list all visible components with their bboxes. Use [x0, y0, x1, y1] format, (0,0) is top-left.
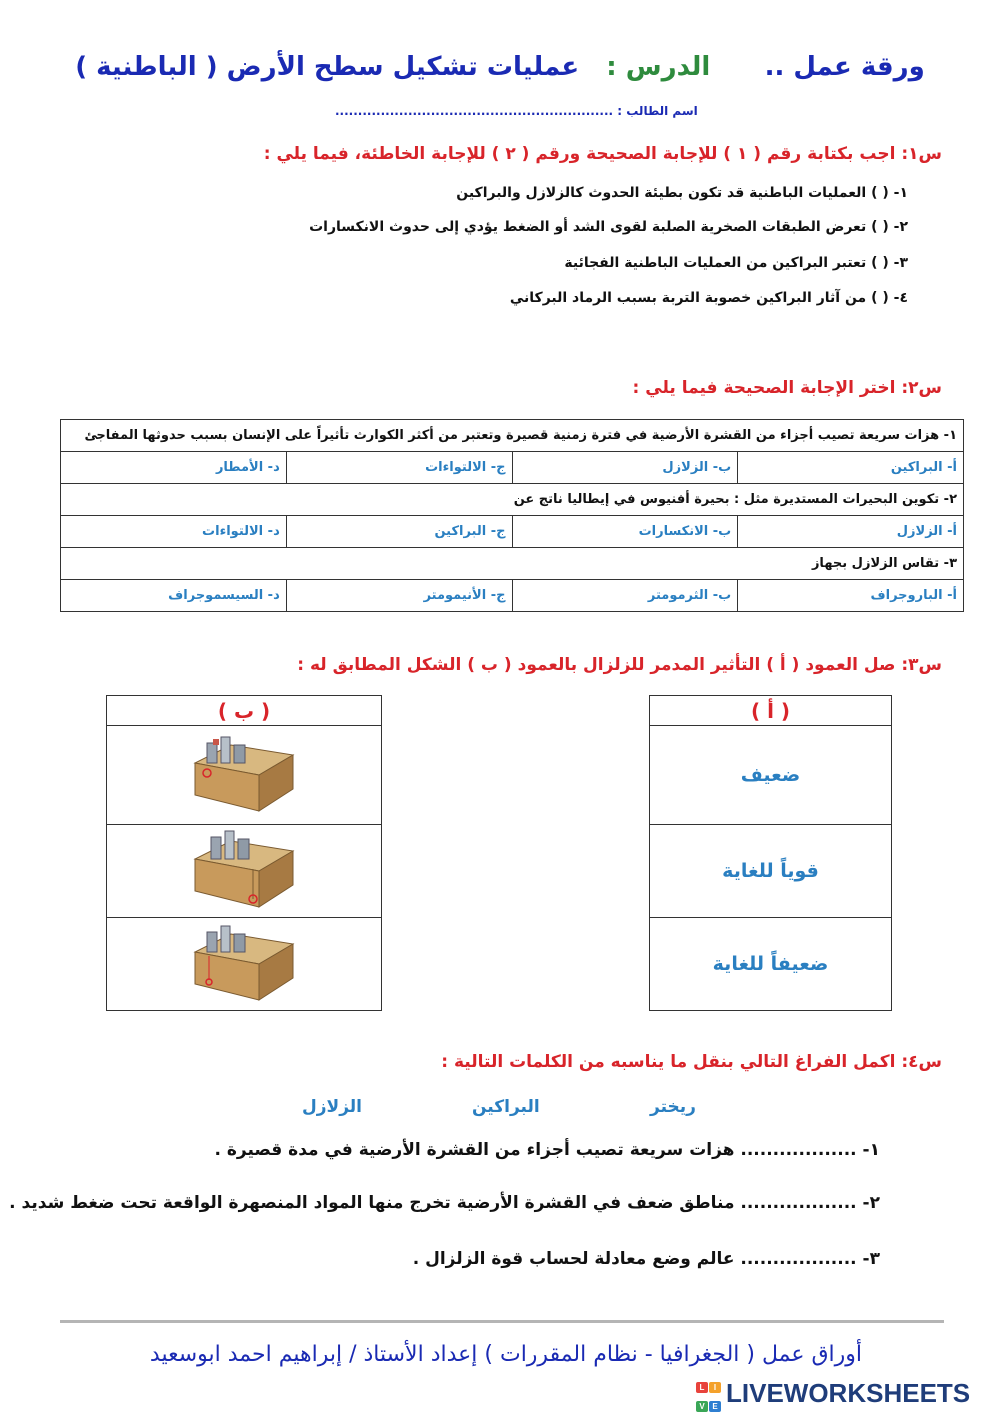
title-lesson-name: عمليات تشكيل سطح الأرض ( الباطنية ) [75, 52, 580, 82]
earthquake-block-icon [189, 920, 299, 1004]
q2-heading: س٢: اختر الإجابة الصحيحة فيما يلي : [632, 378, 942, 398]
title-worksheet-label: ورقة عمل .. [764, 52, 925, 82]
worksheet-title [0, 52, 1000, 82]
word-bank-item[interactable]: البراكين [472, 1097, 540, 1117]
footer-divider [60, 1320, 944, 1323]
mcq-option[interactable]: أ- الباروجراف [738, 580, 964, 612]
word-bank-item[interactable]: الزلازل [302, 1097, 362, 1117]
earthquake-block-icon [189, 731, 299, 815]
mcq-option[interactable]: ب- الانكسارات [512, 516, 738, 548]
column-b-header: ( ب ) [107, 696, 382, 726]
footer-credit: أوراق عمل ( الجغرافيا - نظام المقررات ) إعداد الأستاذ / إبراهيم احمد ابوسعيد [149, 1342, 862, 1367]
q4-heading: س٤: اكمل الفراغ التالي بنقل ما يناسبه من الكلمات التالية : [441, 1052, 942, 1072]
q1-heading: س١: اجب بكتابة رقم ( ١ ) للإجابة الصحيحة ورقم ( ٢ ) للإجابة الخاطئة، فيما يلي : [263, 144, 942, 164]
column-a-header: ( أ ) [650, 696, 892, 726]
column-b-cell[interactable] [107, 918, 382, 1011]
column-b-table [106, 695, 382, 1011]
q1-item[interactable]: ٤- ( ) من آثار البراكين خصوبة التربة بسبب الرماد البركاني [509, 290, 908, 306]
mcq-question-1: ١- هزات سريعة تصيب أجزاء من القشرة الأرضية في فترة زمنية قصيرة وتعتبر من أكثر الكوارث تأثيراً على الإنسان بسبب حدوثها المفاجئ [61, 420, 964, 452]
fill-blank-item[interactable]: ٢- .................. مناطق ضعف في القشرة الأرضية تخرج منها المواد المنصهرة الواقعة تحت ضغط شديد . [9, 1193, 880, 1213]
mcq-option[interactable]: د- السيسموجراف [61, 580, 287, 612]
mcq-option[interactable]: ج- البراكين [286, 516, 512, 548]
title-lesson-label: الدرس : [606, 52, 711, 82]
liveworksheets-logo-icon: L IV E [696, 1382, 722, 1406]
q3-heading: س٣: صل العمود ( أ ) التأثير المدمر للزلزال بالعمود ( ب ) الشكل المطابق له : [297, 655, 942, 675]
column-a-item[interactable]: ضعيف [650, 726, 892, 825]
mcq-option[interactable]: ب- الثرمومتر [512, 580, 738, 612]
q1-item[interactable]: ٢- ( ) تعرض الطبقات الصخرية الصلبة لقوى الشد أو الضغط يؤدي إلى حدوث الانكسارات [309, 219, 908, 235]
mcq-option[interactable]: أ- الزلازل [738, 516, 964, 548]
mcq-option[interactable]: ب- الزلازل [512, 452, 738, 484]
q1-item[interactable]: ١- ( ) العمليات الباطنية قد تكون بطيئة الحدوث كالزلازل والبراكين [456, 185, 908, 201]
word-bank-item[interactable]: ريختر [650, 1097, 696, 1117]
mcq-option[interactable]: د- الأمطار [61, 452, 287, 484]
student-name-field[interactable]: اسم الطالب : ............................................................. [335, 104, 698, 118]
mcq-question-2: ٢- تكوين البحيرات المستديرة مثل : بحيرة أفنيوس في إيطاليا ناتج عن [61, 484, 964, 516]
mcq-option[interactable]: ج- الالتواءات [286, 452, 512, 484]
column-a-table [649, 695, 892, 1011]
brand-wordmark: LIVEWORKSHEETS [726, 1378, 971, 1408]
fill-blank-item[interactable]: ١- .................. هزات سريعة تصيب أجزاء من القشرة الأرضية في مدة قصيرة . [214, 1140, 880, 1160]
column-b-cell[interactable] [107, 726, 382, 825]
column-a-item[interactable]: ضعيفاً للغاية [650, 918, 892, 1011]
mcq-option[interactable]: ج- الأنيمومتر [286, 580, 512, 612]
earthquake-block-icon [189, 827, 299, 911]
mcq-option[interactable]: أ- البراكين [738, 452, 964, 484]
column-a-item[interactable]: قوياً للغاية [650, 825, 892, 918]
mcq-option[interactable]: د- الالتواءات [61, 516, 287, 548]
mcq-question-3: ٣- تقاس الزلازل بجهاز [61, 548, 964, 580]
q1-item[interactable]: ٣- ( ) تعتبر البراكين من العمليات الباطنية الفجائية [564, 255, 908, 271]
fill-blank-item[interactable]: ٣- .................. عالم وضع معادلة لحساب قوة الزلزال . [412, 1249, 880, 1269]
column-b-cell[interactable] [107, 825, 382, 918]
mcq-table [60, 419, 964, 612]
